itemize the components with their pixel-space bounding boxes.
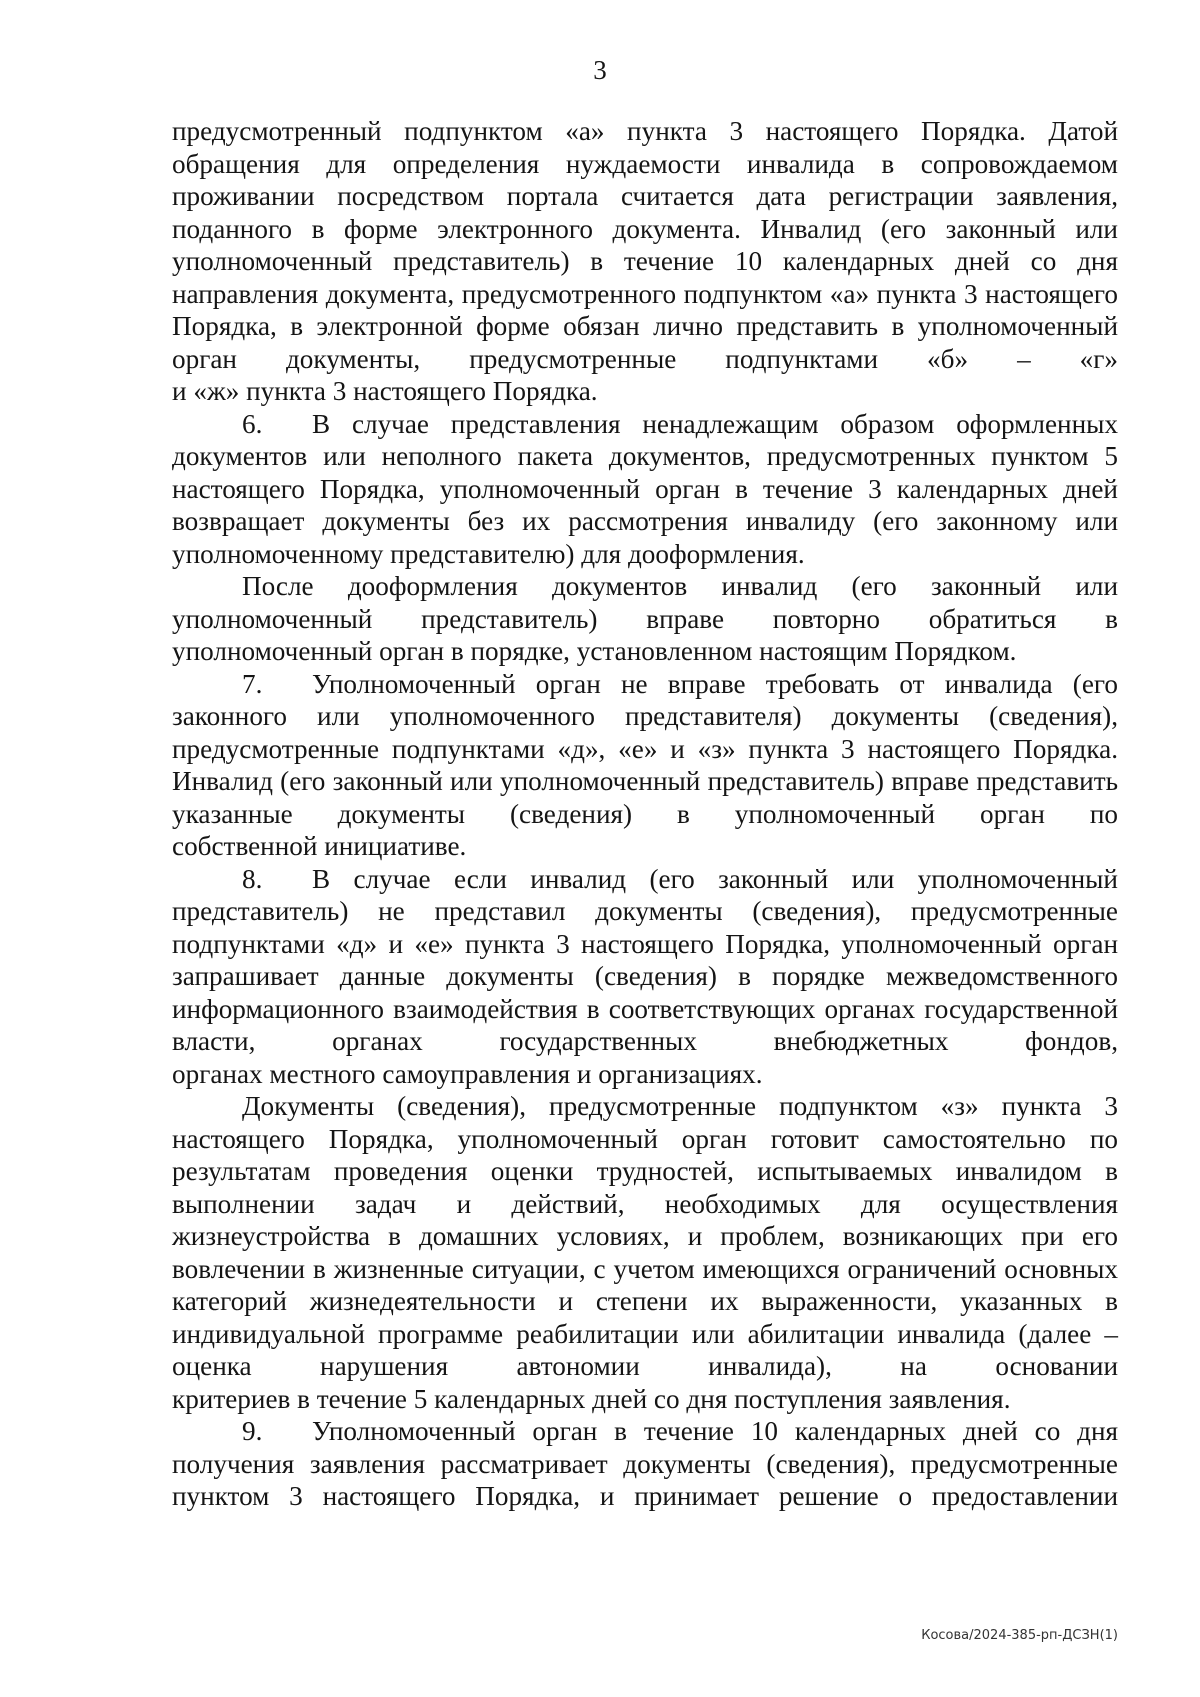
text-line: информационного взаимодействия в соответствующих органах — [172, 993, 916, 1024]
text-line: После дооформления документов инвалид (его законный или — [242, 571, 1118, 601]
text-line: государственной власти, органах государственных внебюджетных фондов, — [172, 993, 1118, 1056]
text-line: пунктом 3 настоящего Порядка, и принимает решение о предоставлении — [172, 1481, 1118, 1511]
text-line: уполномоченный представитель) вправе повторно обратиться в — [172, 603, 1118, 634]
paragraph-7-end — [172, 830, 1118, 863]
text-line: подпунктами «д» и «е» пункта 3 настоящего Порядка, уполномоченный орган — [172, 928, 1118, 959]
text-line: указанных в индивидуальной программе реабилитации или абилитации — [172, 1286, 1119, 1349]
document-body — [172, 115, 1118, 1513]
text-line: уполномоченный представитель) в течение 10 календарных дней со дня — [172, 246, 1118, 276]
paragraph-number: 8. — [242, 863, 263, 894]
paragraph-6-end — [172, 538, 1118, 571]
text-line: уполномоченный орган в порядке, установленном настоящим Порядком. — [172, 636, 1017, 666]
paragraph-number: 7. — [242, 668, 263, 699]
text-line: настоящего Порядка, уполномоченный орган в течение 3 календарных дней — [172, 473, 1118, 504]
paragraph-continuation — [172, 115, 1118, 375]
text-line: результатам проведения оценки трудностей, испытываемых инвалидом в — [172, 1156, 1118, 1186]
paragraph-number: 9. — [242, 1416, 263, 1446]
text-line: возвращает документы без их рассмотрения инвалиду (его законному или — [172, 506, 1118, 536]
text-line: Инвалид (его законный или уполномоченный представитель) вправе — [172, 766, 970, 796]
paragraph-7 — [172, 668, 1118, 831]
text-line: настоящего Порядка, в электронной форме обязан лично представить в — [172, 278, 1118, 341]
text-line: Уполномоченный орган в течение 10 календарных дней со дня — [312, 1416, 1118, 1446]
text-line: представить указанные документы (сведения) в уполномоченный орган по — [172, 766, 1119, 829]
text-line: и «ж» пункта 3 настоящего Порядка. — [172, 376, 598, 406]
text-line: направления документа, предусмотренного подпунктом «а» пункта 3 — [172, 278, 978, 309]
text-line: поданного в форме электронного документа. Инвалид (его законный или — [172, 213, 1118, 244]
text-line: документов или неполного пакета документов, предусмотренных пунктом 5 — [172, 441, 1118, 471]
text-line: предусмотренный подпунктом «а» пункта 3 настоящего Порядка. Датой — [172, 116, 1118, 146]
paragraph-8-second — [172, 1090, 1118, 1383]
paragraph-continuation-end — [172, 375, 1118, 408]
paragraph-9 — [172, 1415, 1118, 1513]
text-line: критериев в течение 5 календарных дней со дня поступления заявления. — [172, 1383, 1011, 1414]
text-line: предусмотренные подпунктами «д», «е» и «з» пункта 3 настоящего Порядка. — [172, 733, 1118, 764]
text-line: инвалида (далее – оценка нарушения автономии инвалида), на основании — [172, 1318, 1119, 1381]
text-line: Уполномоченный орган не вправе требовать от инвалида (его — [312, 668, 1118, 699]
text-line: собственной инициативе. — [172, 831, 467, 861]
text-line: обращения для определения нуждаемости инвалида в сопровождаемом — [172, 148, 1118, 179]
text-line: уполномоченный орган документы, предусмотренные подпунктами «б» – «г» — [172, 311, 1118, 374]
page-number: 3 — [593, 55, 607, 85]
text-line: получения заявления рассматривает документы (сведения), предусмотренные — [172, 1448, 1118, 1479]
text-line: В случае представления ненадлежащим образом оформленных — [312, 408, 1118, 439]
text-line: жизнеустройства в домашних условиях, и проблем, возникающих при его — [172, 1221, 1118, 1251]
text-line: проживании посредством портала считается дата регистрации заявления, — [172, 181, 1118, 211]
text-line: запрашивает данные документы (сведения) в порядке межведомственного — [172, 961, 1118, 991]
paragraph-8-end — [172, 1058, 1118, 1091]
text-line: законного или уполномоченного представителя) документы (сведения), — [172, 701, 1118, 731]
text-line: органах местного самоуправления и организациях. — [172, 1058, 763, 1089]
text-line: Документы (сведения), предусмотренные подпунктом «з» пункта 3 — [242, 1091, 1118, 1121]
paragraph-6 — [172, 408, 1118, 538]
text-line: представитель) не представил документы (сведения), предусмотренные — [172, 896, 1118, 926]
text-line: выполнении задач и действий, необходимых для осуществления — [172, 1188, 1118, 1219]
text-line: вовлечении в жизненные ситуации, с учетом имеющихся ограничений — [172, 1253, 997, 1284]
paragraph-number: 6. — [242, 408, 263, 439]
text-line: В случае если инвалид (его законный или уполномоченный — [312, 863, 1118, 894]
document-footer-code: Косова/2024-385-рп-ДСЗН(1) — [921, 1628, 1118, 1643]
paragraph-8-second-end — [172, 1383, 1118, 1416]
paragraph-6-second — [172, 570, 1118, 635]
text-line: уполномоченному представителю) для дооформления. — [172, 538, 805, 569]
text-line: основных категорий жизнедеятельности и степени их выраженности, — [172, 1253, 1118, 1316]
paragraph-6-second-end — [172, 635, 1118, 668]
text-line: настоящего Порядка, уполномоченный орган готовит самостоятельно по — [172, 1123, 1118, 1154]
paragraph-8 — [172, 863, 1118, 1058]
